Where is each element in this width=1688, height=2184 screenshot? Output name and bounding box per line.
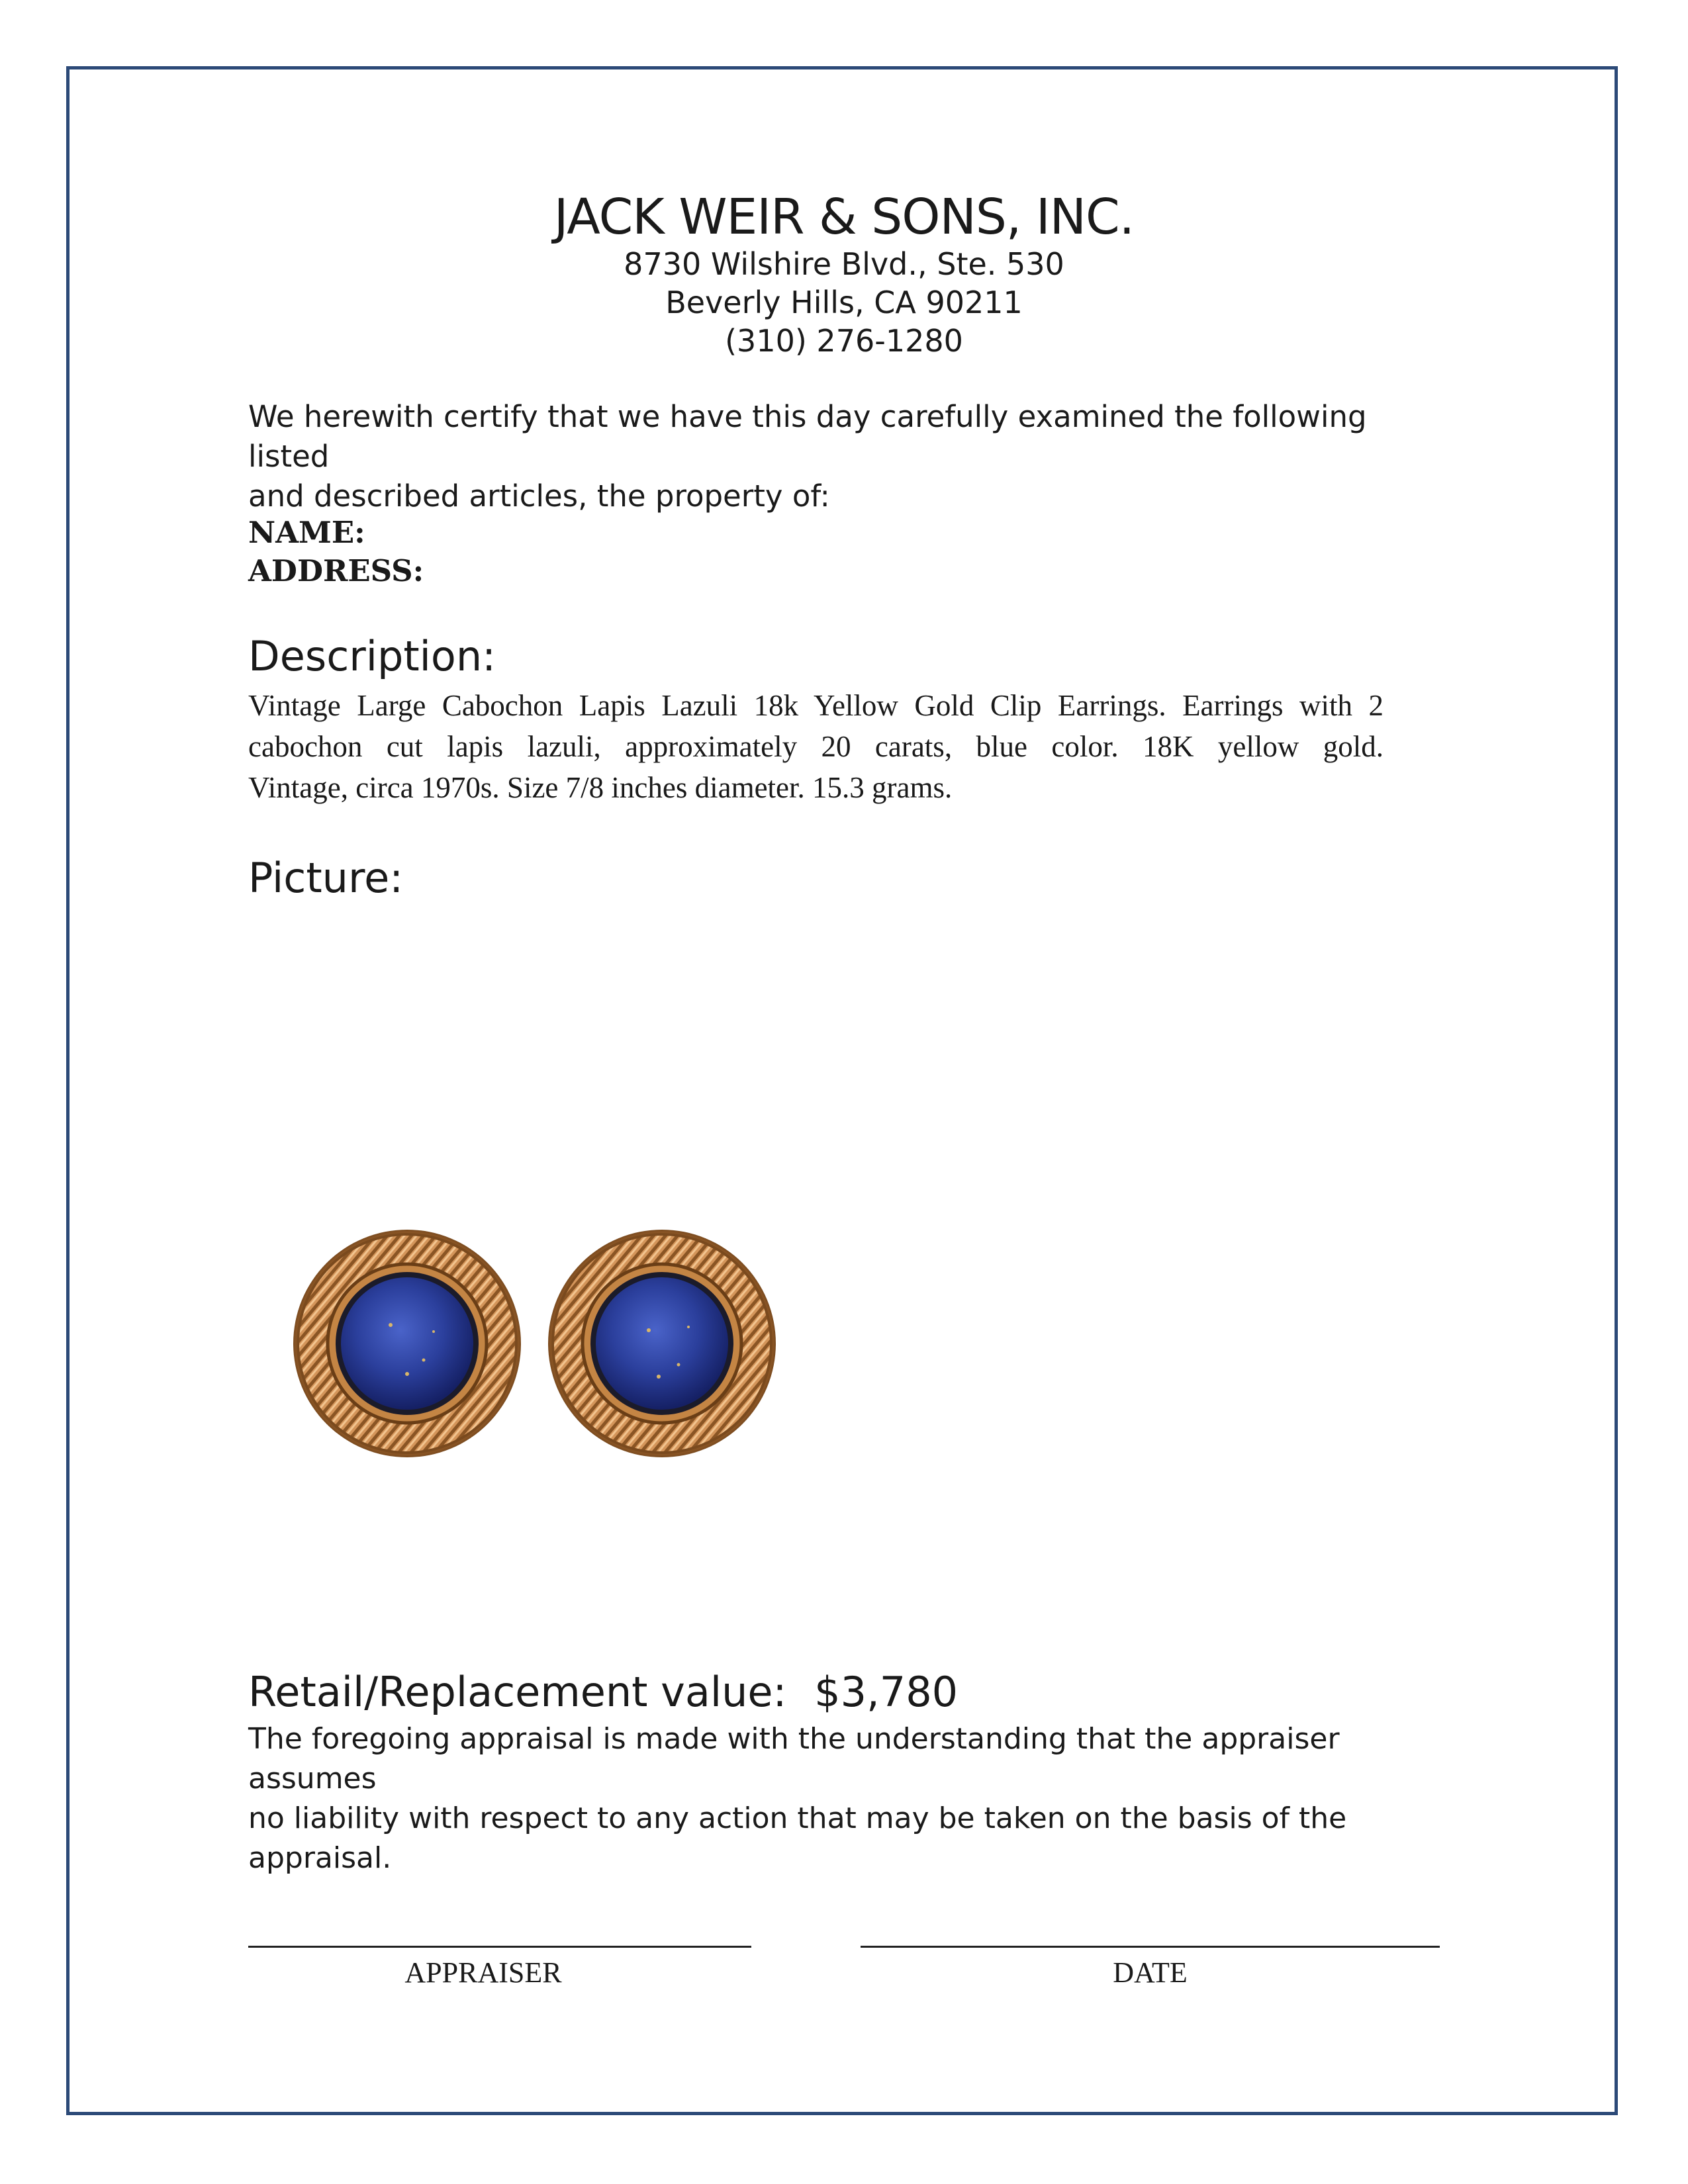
address-label: ADDRESS: <box>248 553 424 588</box>
disclaimer-line1: The foregoing appraisal is made with the understanding that the appraiser assumes <box>248 1722 1340 1796</box>
description-line1: Vintage Large Cabochon Lapis Lazuli 18k Yellow Gold Clip Earrings. Earrings with 2 <box>248 689 1383 722</box>
date-signature-line <box>861 1946 1440 1948</box>
date-label: DATE <box>1113 1956 1188 1989</box>
earrings-photo <box>291 1218 794 1469</box>
description-heading: Description: <box>248 632 496 680</box>
description-line2: cabochon cut lapis lazuli, approximately 20 carats, blue color. 18K yellow gold. <box>248 730 1383 763</box>
certification-text <box>248 397 1387 516</box>
description-text <box>248 685 1383 808</box>
certification-line2: and described articles, the property of: <box>248 478 830 514</box>
company-phone: (310) 276-1280 <box>725 323 963 359</box>
certification-line1: We herewith certify that we have this day carefully examined the following listed <box>248 399 1367 474</box>
value-row <box>248 1668 958 1716</box>
value-amount: $3,780 <box>814 1668 959 1716</box>
disclaimer-text <box>248 1719 1440 1878</box>
company-name: JACK WEIR & SONS, INC. <box>553 189 1135 246</box>
appraiser-signature-line <box>248 1946 751 1948</box>
picture-heading: Picture: <box>248 854 404 902</box>
description-line3: Vintage, circa 1970s. Size 7/8 inches diameter. 15.3 grams. <box>248 771 953 804</box>
value-label: Retail/Replacement value: <box>248 1668 787 1716</box>
left-earring <box>293 1230 521 1457</box>
name-label: NAME: <box>248 515 365 550</box>
appraiser-label: APPRAISER <box>404 1956 562 1989</box>
disclaimer-line2: no liability with respect to any action that may be taken on the basis of the appraisal. <box>248 1801 1347 1875</box>
company-address-line1: 8730 Wilshire Blvd., Ste. 530 <box>624 246 1064 282</box>
right-earring <box>548 1230 776 1457</box>
company-address-line2: Beverly Hills, CA 90211 <box>665 285 1023 320</box>
